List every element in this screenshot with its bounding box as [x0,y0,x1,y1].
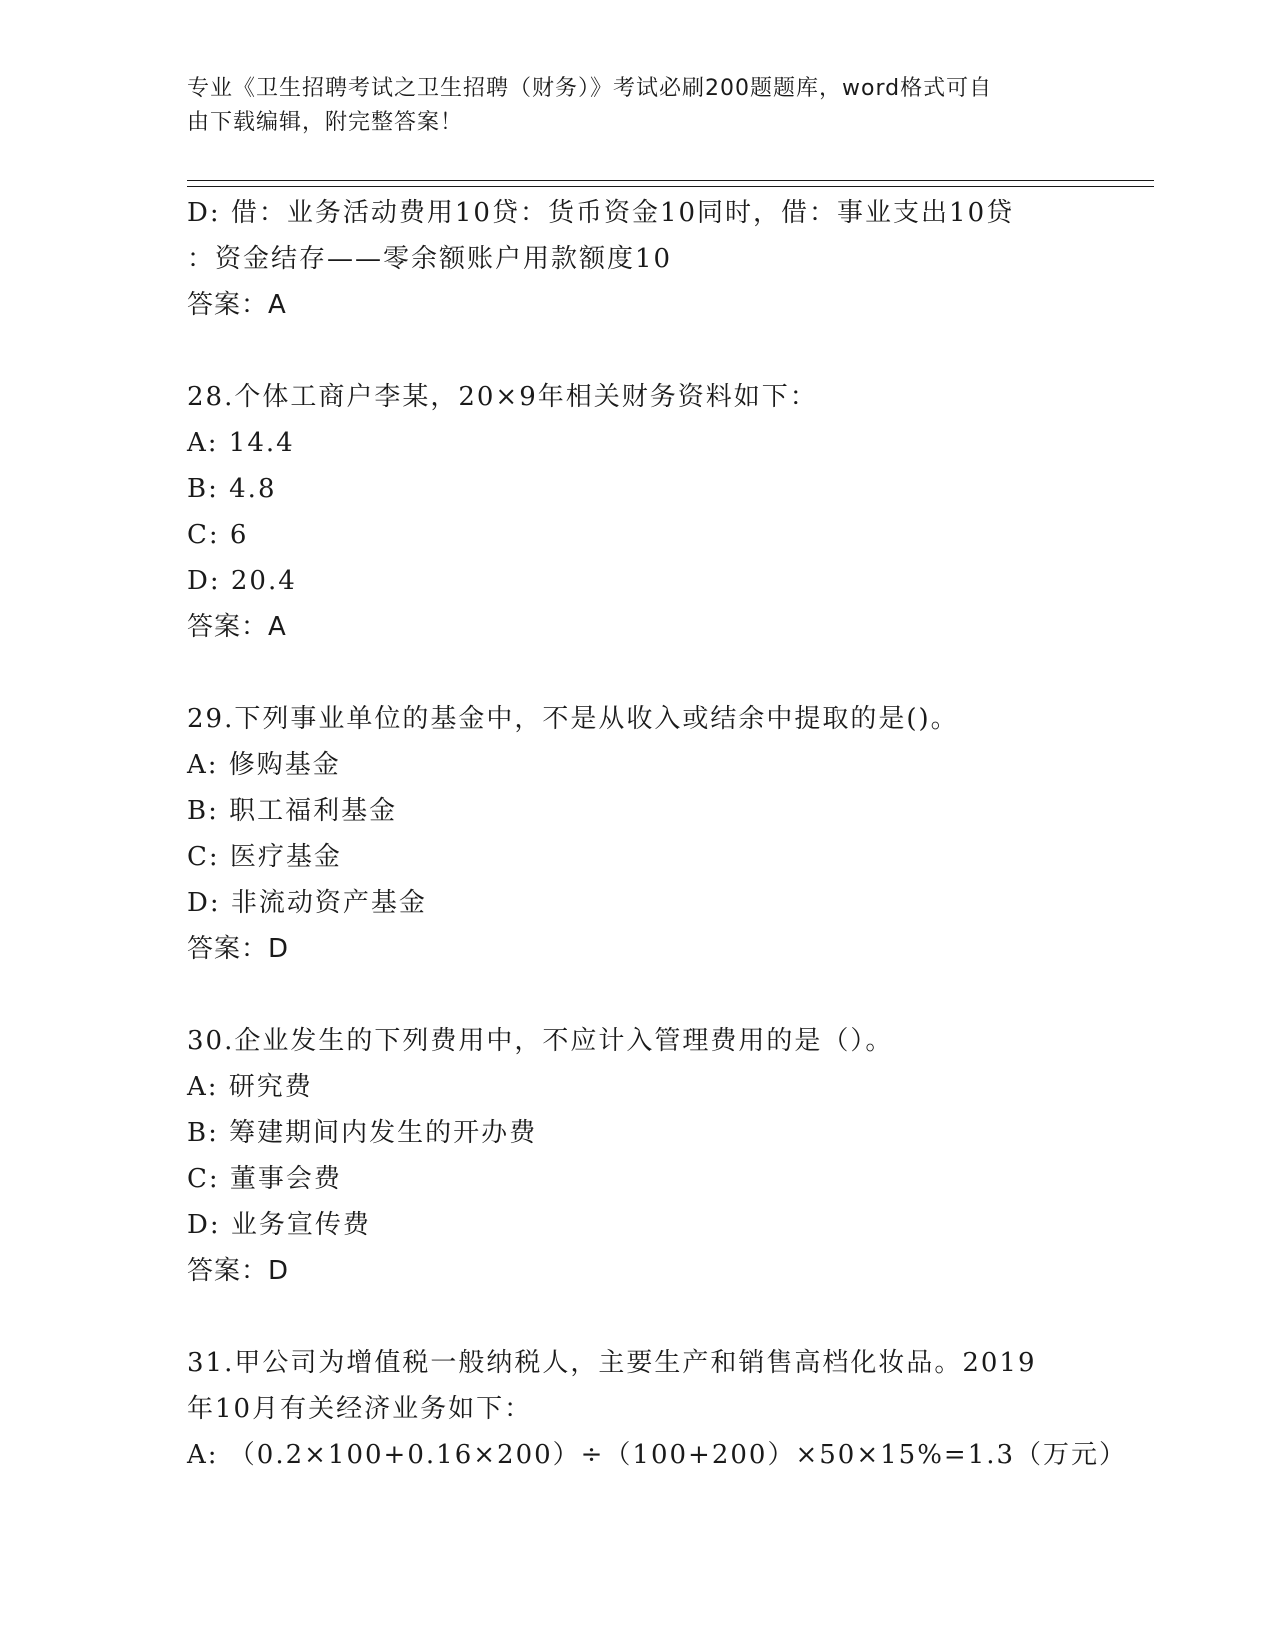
question-30 [187,1018,1087,1294]
header-divider-top [187,180,1154,181]
option-c: C: 医疗基金 [187,842,342,872]
option-a: A: 修购基金 [187,750,341,780]
option-d: D: 业务宣传费 [187,1210,371,1240]
header-line-1: 专业《卫生招聘考试之卫生招聘（财务）》考试必刷200题题库，word格式可自 [187,76,993,101]
option-a: A: 14.4 [187,428,295,458]
header-line-2: 由下载编辑，附完整答案！ [187,110,464,135]
option-a: A: 研究费 [187,1072,313,1102]
header-divider-bottom [187,186,1154,187]
spacer [187,972,1087,1018]
option-c: C: 6 [187,520,249,550]
answer: 答案：A [187,612,287,642]
question-29 [187,696,1087,972]
spacer [187,1294,1087,1340]
option-c: C: 董事会费 [187,1164,342,1194]
question-stem: 28.个体工商户李某，20×9年相关财务资料如下： [187,382,818,412]
answer: 答案：D [187,1256,290,1286]
question-31 [187,1340,1128,1478]
option-b: B: 职工福利基金 [187,796,398,826]
document-header [187,72,1067,140]
option-d-line-2: ：资金结存——零余额账户用款额度10 [187,244,673,274]
option-b: B: 筹建期间内发生的开办费 [187,1118,538,1148]
option-b: B: 4.8 [187,474,277,504]
option-a: A: （0.2×100+0.16×200）÷（100+200）×50×15%=1.3（万元） [187,1440,1128,1470]
option-d: D: 20.4 [187,566,297,596]
question-stem-line-1: 31.甲公司为增值税一般纳税人，主要生产和销售高档化妆品。2019 [187,1348,1037,1378]
option-d: D: 非流动资产基金 [187,888,427,918]
answer: 答案：A [187,290,287,320]
document-body [187,190,1128,1478]
option-d-line-1: D: 借：业务活动费用10贷：货币资金10同时，借：事业支出10贷 [187,198,1015,228]
question-27-continuation [187,190,1087,328]
question-28 [187,374,1087,650]
spacer [187,328,1087,374]
spacer [187,650,1087,696]
question-stem-line-2: 年10月有关经济业务如下： [187,1394,533,1424]
answer: 答案：D [187,934,290,964]
question-stem: 30.企业发生的下列费用中，不应计入管理费用的是（）。 [187,1026,894,1056]
question-stem: 29.下列事业单位的基金中，不是从收入或结余中提取的是()。 [187,704,959,734]
